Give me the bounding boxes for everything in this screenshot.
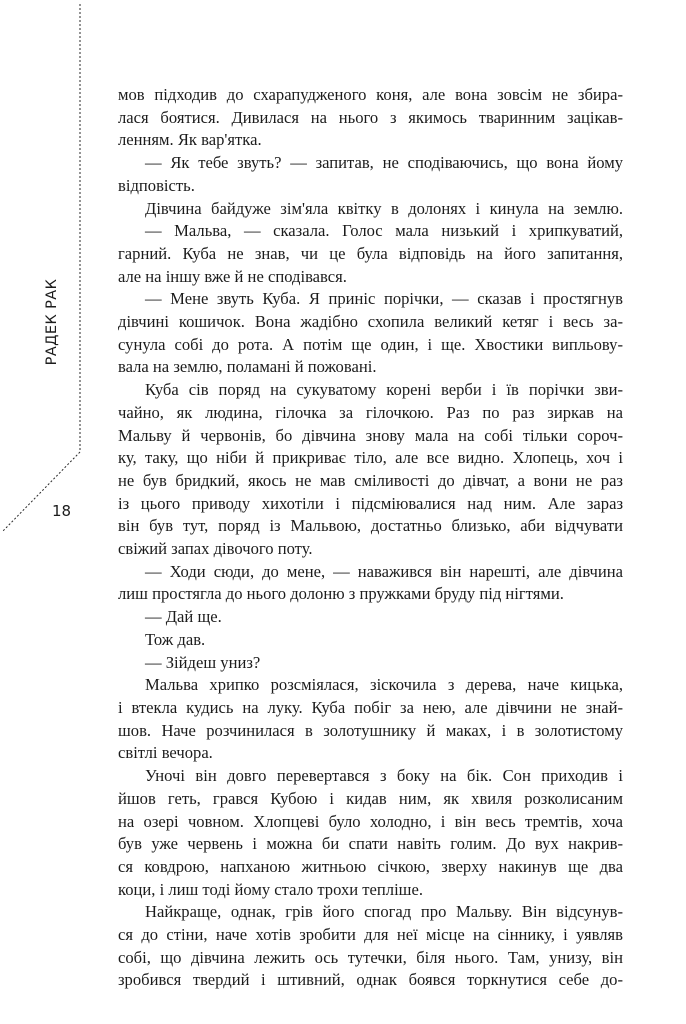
text-line: і втекла кудись на луку. Куба побіг за нею, але дівчини не знай- [118,697,623,717]
text-line: — Мене звуть Куба. Я приніс порічки, — сказав і простягнув [145,289,623,309]
text-line: Уночі він довго перевертався з боку на бік. Сон приходив і [145,766,623,786]
text-line: мов підходив до схарапудженого коня, але вона зовсім не збира- [118,85,623,104]
text-line: ся до стіни, наче хотів зробити для неї місце на сіннику, і уявляв [118,925,623,945]
body-text [118,84,623,992]
text-line: — Ходи сюди, до мене, — наважився він нарешті, але дівчина [145,561,623,581]
text-line: — Дай ще. [145,607,222,627]
text-line: собі, що дівчина лежить ось тутечки, біля нього. Там, унизу, він [118,947,623,967]
text-line: але на іншу вже й не сподівався. [118,266,347,286]
text-line: Мальву й червонів, бо дівчина знову мала на собі тільки сороч- [118,425,623,445]
text-line: коци, і лиш тоді йому стало трохи тепліше. [118,879,423,899]
text-line: ку, таку, що ніби й прикриває тіло, але все видно. Хлопець, хоч і [118,448,623,468]
text-line: — Мальва, — сказала. Голос мала низький і хрипкуватий, [145,221,623,241]
text-line: не був бридкий, якось не мав сміливості до дівчат, а вони не раз [118,470,623,490]
page-number: 18 [52,502,72,520]
text-line: світлі вечора. [118,743,213,763]
text-line: ленням. Як вар'ятка. [118,130,262,150]
text-line: вала на землю, поламані й пожовані. [118,357,377,377]
text-line: із цього приводу хихотіли і підсміювалися над ним. Але зараз [118,493,623,513]
text-line: на озері човном. Хлопцеві було холодно, і він весь тремтів, хоча [118,811,623,831]
text-line: ся ковдрою, напханою житньою січкою, зверху накинув ще два [118,856,623,876]
text-line: Найкраще, однак, грів його спогад про Мальву. Він відсунув- [145,902,623,922]
text-line: йшов геть, грався Кубою і кидав ним, як хвиля розколисаним [118,788,623,808]
text-line: відповість. [118,175,195,195]
text-line: чайно, як людина, гілочка за гілочкою. Раз по раз зиркав на [118,402,623,422]
text-line: сунула собі до рота. А потім ще один, і ще. Хвостики випльову- [118,334,623,354]
text-line: Куба сів поряд на сукуватому корені верби і їв порічки зви- [145,380,623,400]
text-line: шов. Наче розчинилася в золотушнику й маках, і в золотистому [118,720,623,740]
text-line: зробився твердий і штивний, однак боявся торкнутися себе до- [118,970,623,990]
text-line: дівчині кошичок. Вона жадібно схопила великий кетяг і весь за- [118,312,623,332]
text-line: Тож дав. [145,629,206,649]
text-line: — Як тебе звуть? — запитав, не сподіваючись, що вона йому [145,153,623,173]
text-line: гарний. Куба не знав, чи це була відповідь на його запитання, [118,243,623,263]
text-line: свіжий запах дівочого поту. [118,539,313,559]
running-head-author: РАДЕК РАК [44,278,60,366]
text-line: Дівчина байдуже зім'яла квітку в долонях і кинула на землю. [145,198,623,218]
text-line: — Зійдеш униз? [145,652,261,672]
text-line: він був тут, поряд із Мальвою, достатньо близько, аби відчувати [118,516,623,536]
text-line: лася боятися. Дивилася на нього з якимось тваринним зацікав- [118,107,623,127]
text-line: був уже червень і можна би спати навіть голим. До вух накрив- [118,834,623,854]
text-line: лиш простягла до нього долоню з пружками бруду під нігтями. [118,584,564,604]
text-line: Мальва хрипко розсміялася, зіскочила з дерева, наче кицька, [145,675,623,695]
